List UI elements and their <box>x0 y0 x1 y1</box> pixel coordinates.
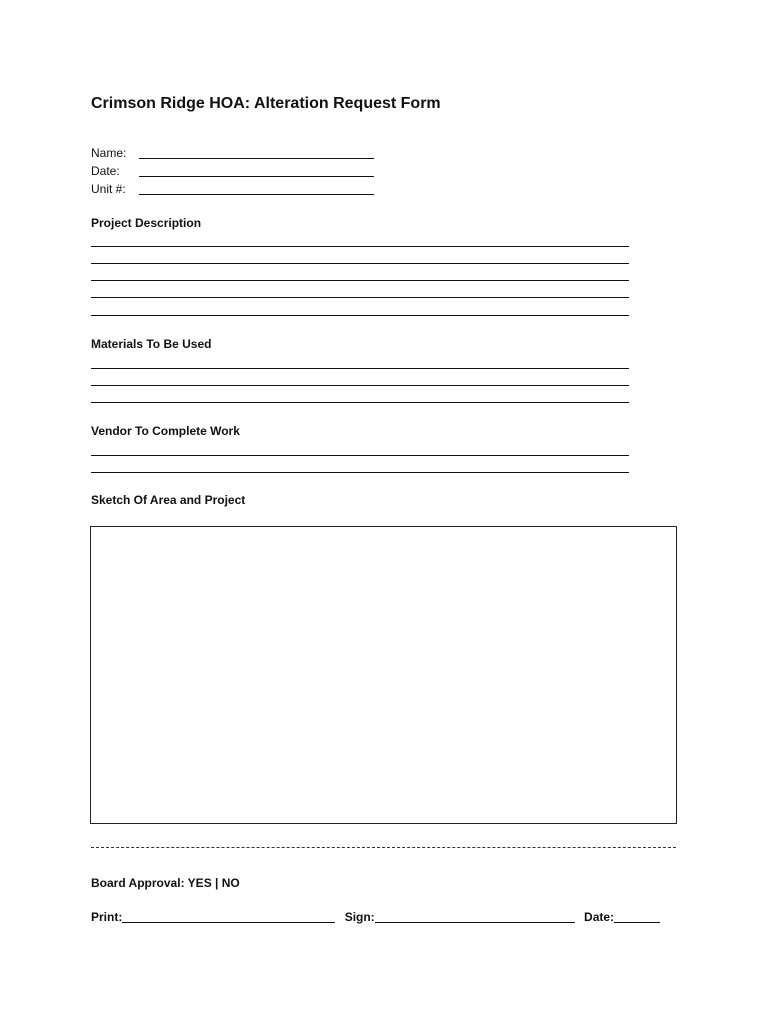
sign-label: Sign: <box>344 910 375 924</box>
name-field[interactable] <box>91 146 374 160</box>
date-line[interactable] <box>139 175 374 177</box>
materials-line[interactable] <box>91 385 629 386</box>
materials-line[interactable] <box>91 402 629 403</box>
print-line[interactable] <box>122 921 335 923</box>
date-field[interactable] <box>91 164 374 178</box>
name-label: Name: <box>91 146 127 160</box>
print-label: Print: <box>91 910 123 924</box>
vendor-line[interactable] <box>91 455 629 456</box>
materials-line[interactable] <box>91 368 629 369</box>
form-title: Crimson Ridge HOA: Alteration Request Form <box>91 95 441 112</box>
project-description-line[interactable] <box>91 315 629 316</box>
project-description-line[interactable] <box>91 246 629 247</box>
project-description-line[interactable] <box>91 280 629 281</box>
project-description-line[interactable] <box>91 297 629 298</box>
vendor-line[interactable] <box>91 472 629 473</box>
project-description-heading: Project Description <box>91 216 202 230</box>
unit-field[interactable] <box>91 182 374 196</box>
sketch-area-box[interactable] <box>90 526 677 824</box>
materials-heading: Materials To Be Used <box>91 337 212 351</box>
project-description-line[interactable] <box>91 263 629 264</box>
sign-line[interactable] <box>375 921 575 923</box>
unit-label: Unit #: <box>91 182 126 196</box>
signature-date-label: Date: <box>584 910 615 924</box>
date-label: Date: <box>91 164 120 178</box>
sketch-heading: Sketch Of Area and Project <box>91 493 246 507</box>
unit-line[interactable] <box>139 193 374 195</box>
board-approval: Board Approval: YES | NO <box>91 876 240 890</box>
signature-row <box>91 910 666 924</box>
signature-date-line[interactable] <box>614 921 660 923</box>
cut-line-divider <box>91 847 676 848</box>
name-line[interactable] <box>139 157 374 159</box>
vendor-heading: Vendor To Complete Work <box>91 424 240 438</box>
